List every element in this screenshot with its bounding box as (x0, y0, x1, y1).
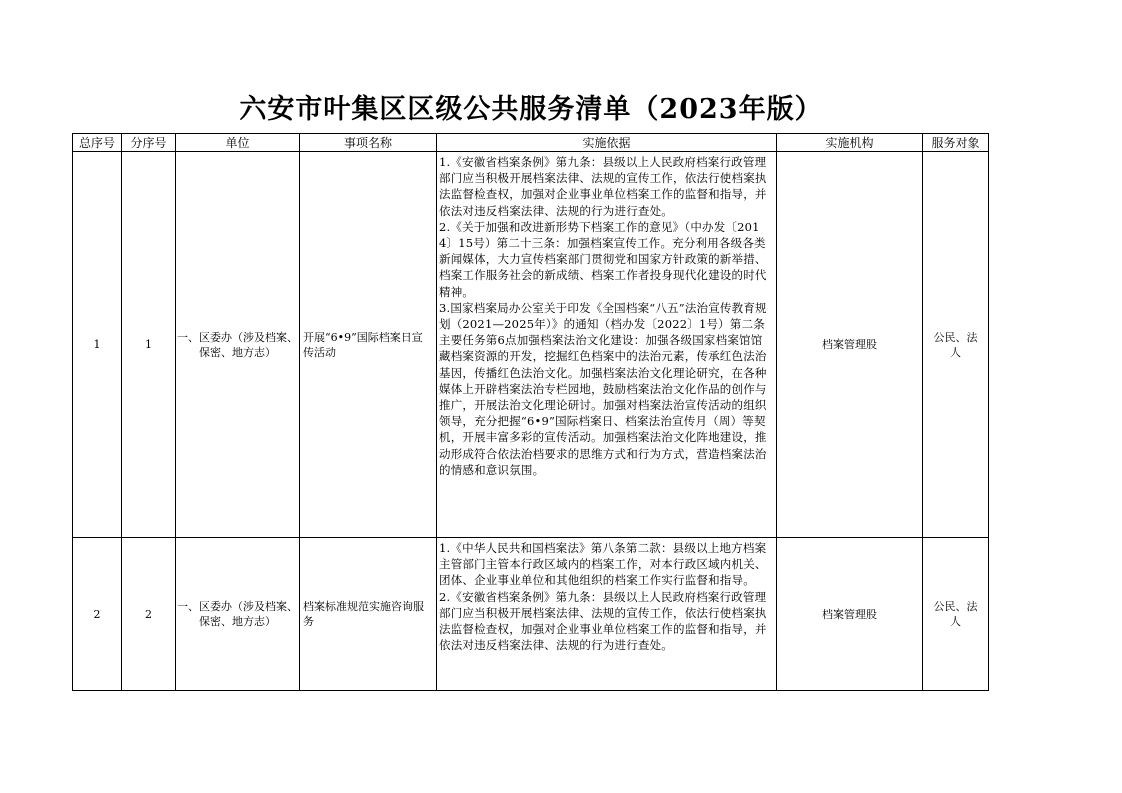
cell-unit: 一、区委办（涉及档案、保密、地方志） (176, 538, 300, 691)
page-title: 六安市叶集区区级公共服务清单（2023年版） (239, 94, 823, 125)
header-target: 服务对象 (923, 134, 989, 152)
cell-sub-no: 2 (122, 538, 176, 691)
basis-clause: 1.《中华人民共和国档案法》第八条第二款：县级以上地方档案主管部门主管本行政区域内的档案工作，对本行政区域内机关、团体、企业事业单位和其他组织的档案工作实行监督和指导。 (439, 541, 767, 588)
cell-target: 公民、法人 (923, 152, 989, 538)
header-sub-no: 分序号 (122, 134, 176, 152)
cell-target: 公民、法人 (923, 538, 989, 691)
cell-total-no: 2 (73, 538, 122, 691)
cell-unit: 一、区委办（涉及档案、保密、地方志） (176, 152, 300, 538)
cell-item-name: 开展“6•9”国际档案日宣传活动 (300, 152, 437, 538)
cell-basis (437, 152, 777, 538)
table-header-row (73, 134, 989, 152)
table-row (73, 538, 989, 691)
basis-clause: 2.《安徽省档案条例》第九条：县级以上人民政府档案行政管理部门应当积极开展档案法律、法规的宣传工作，依法行使档案执法监督检查权，加强对企业事业单位档案工作的监督和指导，并依法对违反档案法律、法规的行为进行查处。 (439, 589, 767, 653)
basis-clause: 3.国家档案局办公室关于印发《全国档案“八五”法治宣传教育规划（2021—2025年）》的通知（档办发〔2022〕1号）第二条主要任务第6点加强档案法治文化建设：加强各级国家档案馆馆藏档案资源的开发，挖掘红色档案中的法治元素，传承红色法治基因，传播红色法治文化。加强档案法治文化理论研究，在各种媒体上开辟档案法治专栏园地，鼓励档案法治文化作品的创作与推广，开展法治文化理论研讨。加强对档案法治宣传活动的组织领导，充分把握“6•9”国际档案日、档案法治宣传月（周）等契机，开展丰富多彩的宣传活动。加强档案法治文化阵地建设，推动形成符合依法治档要求的思维方式和行为方式，营造档案法治的情感和意识氛围。 (439, 300, 767, 477)
header-item-name: 事项名称 (300, 134, 437, 152)
header-unit: 单位 (176, 134, 300, 152)
table-row (73, 152, 989, 538)
header-total-no: 总序号 (73, 134, 122, 152)
header-agency: 实施机构 (777, 134, 923, 152)
cell-item-name: 档案标准规范实施咨询服务 (300, 538, 437, 691)
header-basis: 实施依据 (437, 134, 777, 152)
cell-basis (437, 538, 777, 691)
cell-sub-no: 1 (122, 152, 176, 538)
cell-agency: 档案管理股 (777, 152, 923, 538)
cell-agency: 档案管理股 (777, 538, 923, 691)
basis-clause: 1.《安徽省档案条例》第九条：县级以上人民政府档案行政管理部门应当积极开展档案法律、法规的宣传工作，依法行使档案执法监督检查权，加强对企业事业单位档案工作的监督和指导，并依法对违反档案法律、法规的行为进行查处。 (439, 155, 767, 218)
cell-total-no: 1 (73, 152, 122, 538)
service-list-table (72, 133, 989, 691)
basis-clause: 2.《关于加强和改进新形势下档案工作的意见》（中办发〔2014〕15号）第二十三条：加强档案宣传工作。充分利用各级各类新闻媒体，大力宣传档案部门贯彻党和国家方针政策的新举措、档案工作服务社会的新成绩、档案工作者投身现代化建设的时代精神。 (439, 219, 767, 299)
